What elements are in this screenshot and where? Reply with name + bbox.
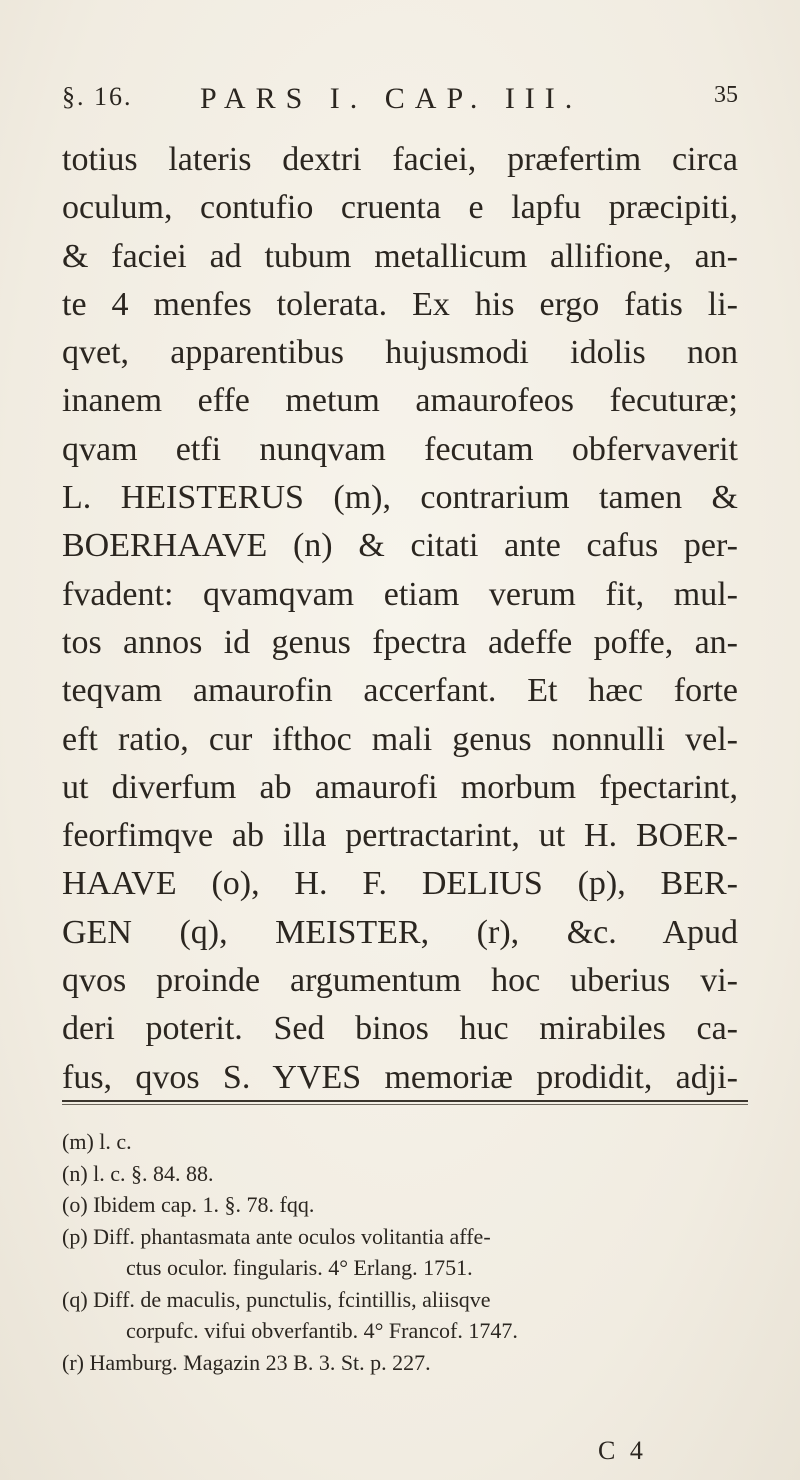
- footnote: (r) Hamburg. Magazin 23 B. 3. St. p. 227.: [62, 1349, 431, 1375]
- text-line: L. HEISTERUS (m), contrarium tamen &: [62, 479, 738, 517]
- footnote-divider-thin: [62, 1104, 748, 1105]
- footnotes: [62, 1126, 752, 1378]
- footnote: (n) l. c. §. 84. 88.: [62, 1160, 214, 1186]
- text-line: qvos proinde argumentum hoc uberius vi-: [62, 962, 738, 1000]
- footnote: (m) l. c.: [62, 1129, 132, 1154]
- text-line: GEN (q), MEISTER, (r), &c. Apud: [62, 913, 738, 951]
- text-line: deri poterit. Sed binos huc mirabiles ca-: [62, 1010, 738, 1048]
- page-number: 35: [714, 82, 738, 108]
- text-line: oculum, contufio cruenta e lapfu præcipiti,: [62, 189, 738, 227]
- text-line: totius lateris dextri faciei, præfertim circa: [62, 141, 738, 178]
- text-line: feorfimqve ab illa pertractarint, ut H. BOER-: [62, 817, 738, 855]
- footnote: (q) Diff. de maculis, punctulis, fcintillis, aliisqve: [62, 1286, 491, 1312]
- running-title: PARS I. CAP. III.: [200, 82, 583, 115]
- footnote-divider: [62, 1100, 748, 1102]
- running-header: [62, 82, 738, 122]
- text-line: inanem effe metum amaurofeos fecuturæ;: [62, 382, 738, 420]
- footnote: (o) Ibidem cap. 1. §. 78. fqq.: [62, 1192, 315, 1217]
- section-number: §. 16.: [62, 82, 133, 111]
- text-line: te 4 menfes tolerata. Ex his ergo fatis li-: [62, 285, 738, 323]
- text-line: ut diverfum ab amaurofi morbum fpectarint,: [62, 768, 738, 806]
- footnote: (p) Diff. phantasmata ante oculos volitantia affe-: [62, 1223, 491, 1249]
- text-line: eft ratio, cur ifthoc mali genus nonnulli vel-: [62, 720, 738, 758]
- text-line: tos annos id genus fpectra adeffe poffe, an-: [62, 623, 738, 661]
- signature-mark: C 4: [598, 1436, 647, 1465]
- text-line: BOERHAAVE (n) & citati ante cafus per-: [62, 527, 738, 565]
- footnote-continuation: ctus oculor. fingularis. 4° Erlang. 1751.: [126, 1255, 473, 1280]
- main-text: [62, 136, 738, 1102]
- text-line: qvet, apparentibus hujusmodi idolis non: [62, 334, 738, 372]
- text-line: & faciei ad tubum metallicum allifione, an-: [62, 237, 738, 275]
- text-line: HAAVE (o), H. F. DELIUS (p), BER-: [62, 865, 738, 903]
- text-line: qvam etfi nunqvam fecutam obfervaverit: [62, 430, 738, 468]
- text-line: teqvam amaurofin accerfant. Et hæc forte: [62, 672, 738, 710]
- text-line: fvadent: qvamqvam etiam verum fit, mul-: [62, 575, 738, 613]
- footnote-continuation: corpufc. vifui obverfantib. 4° Francof. 1747.: [126, 1318, 518, 1343]
- text-line: fus, qvos S. YVES memoriæ prodidit, adji-: [62, 1058, 738, 1096]
